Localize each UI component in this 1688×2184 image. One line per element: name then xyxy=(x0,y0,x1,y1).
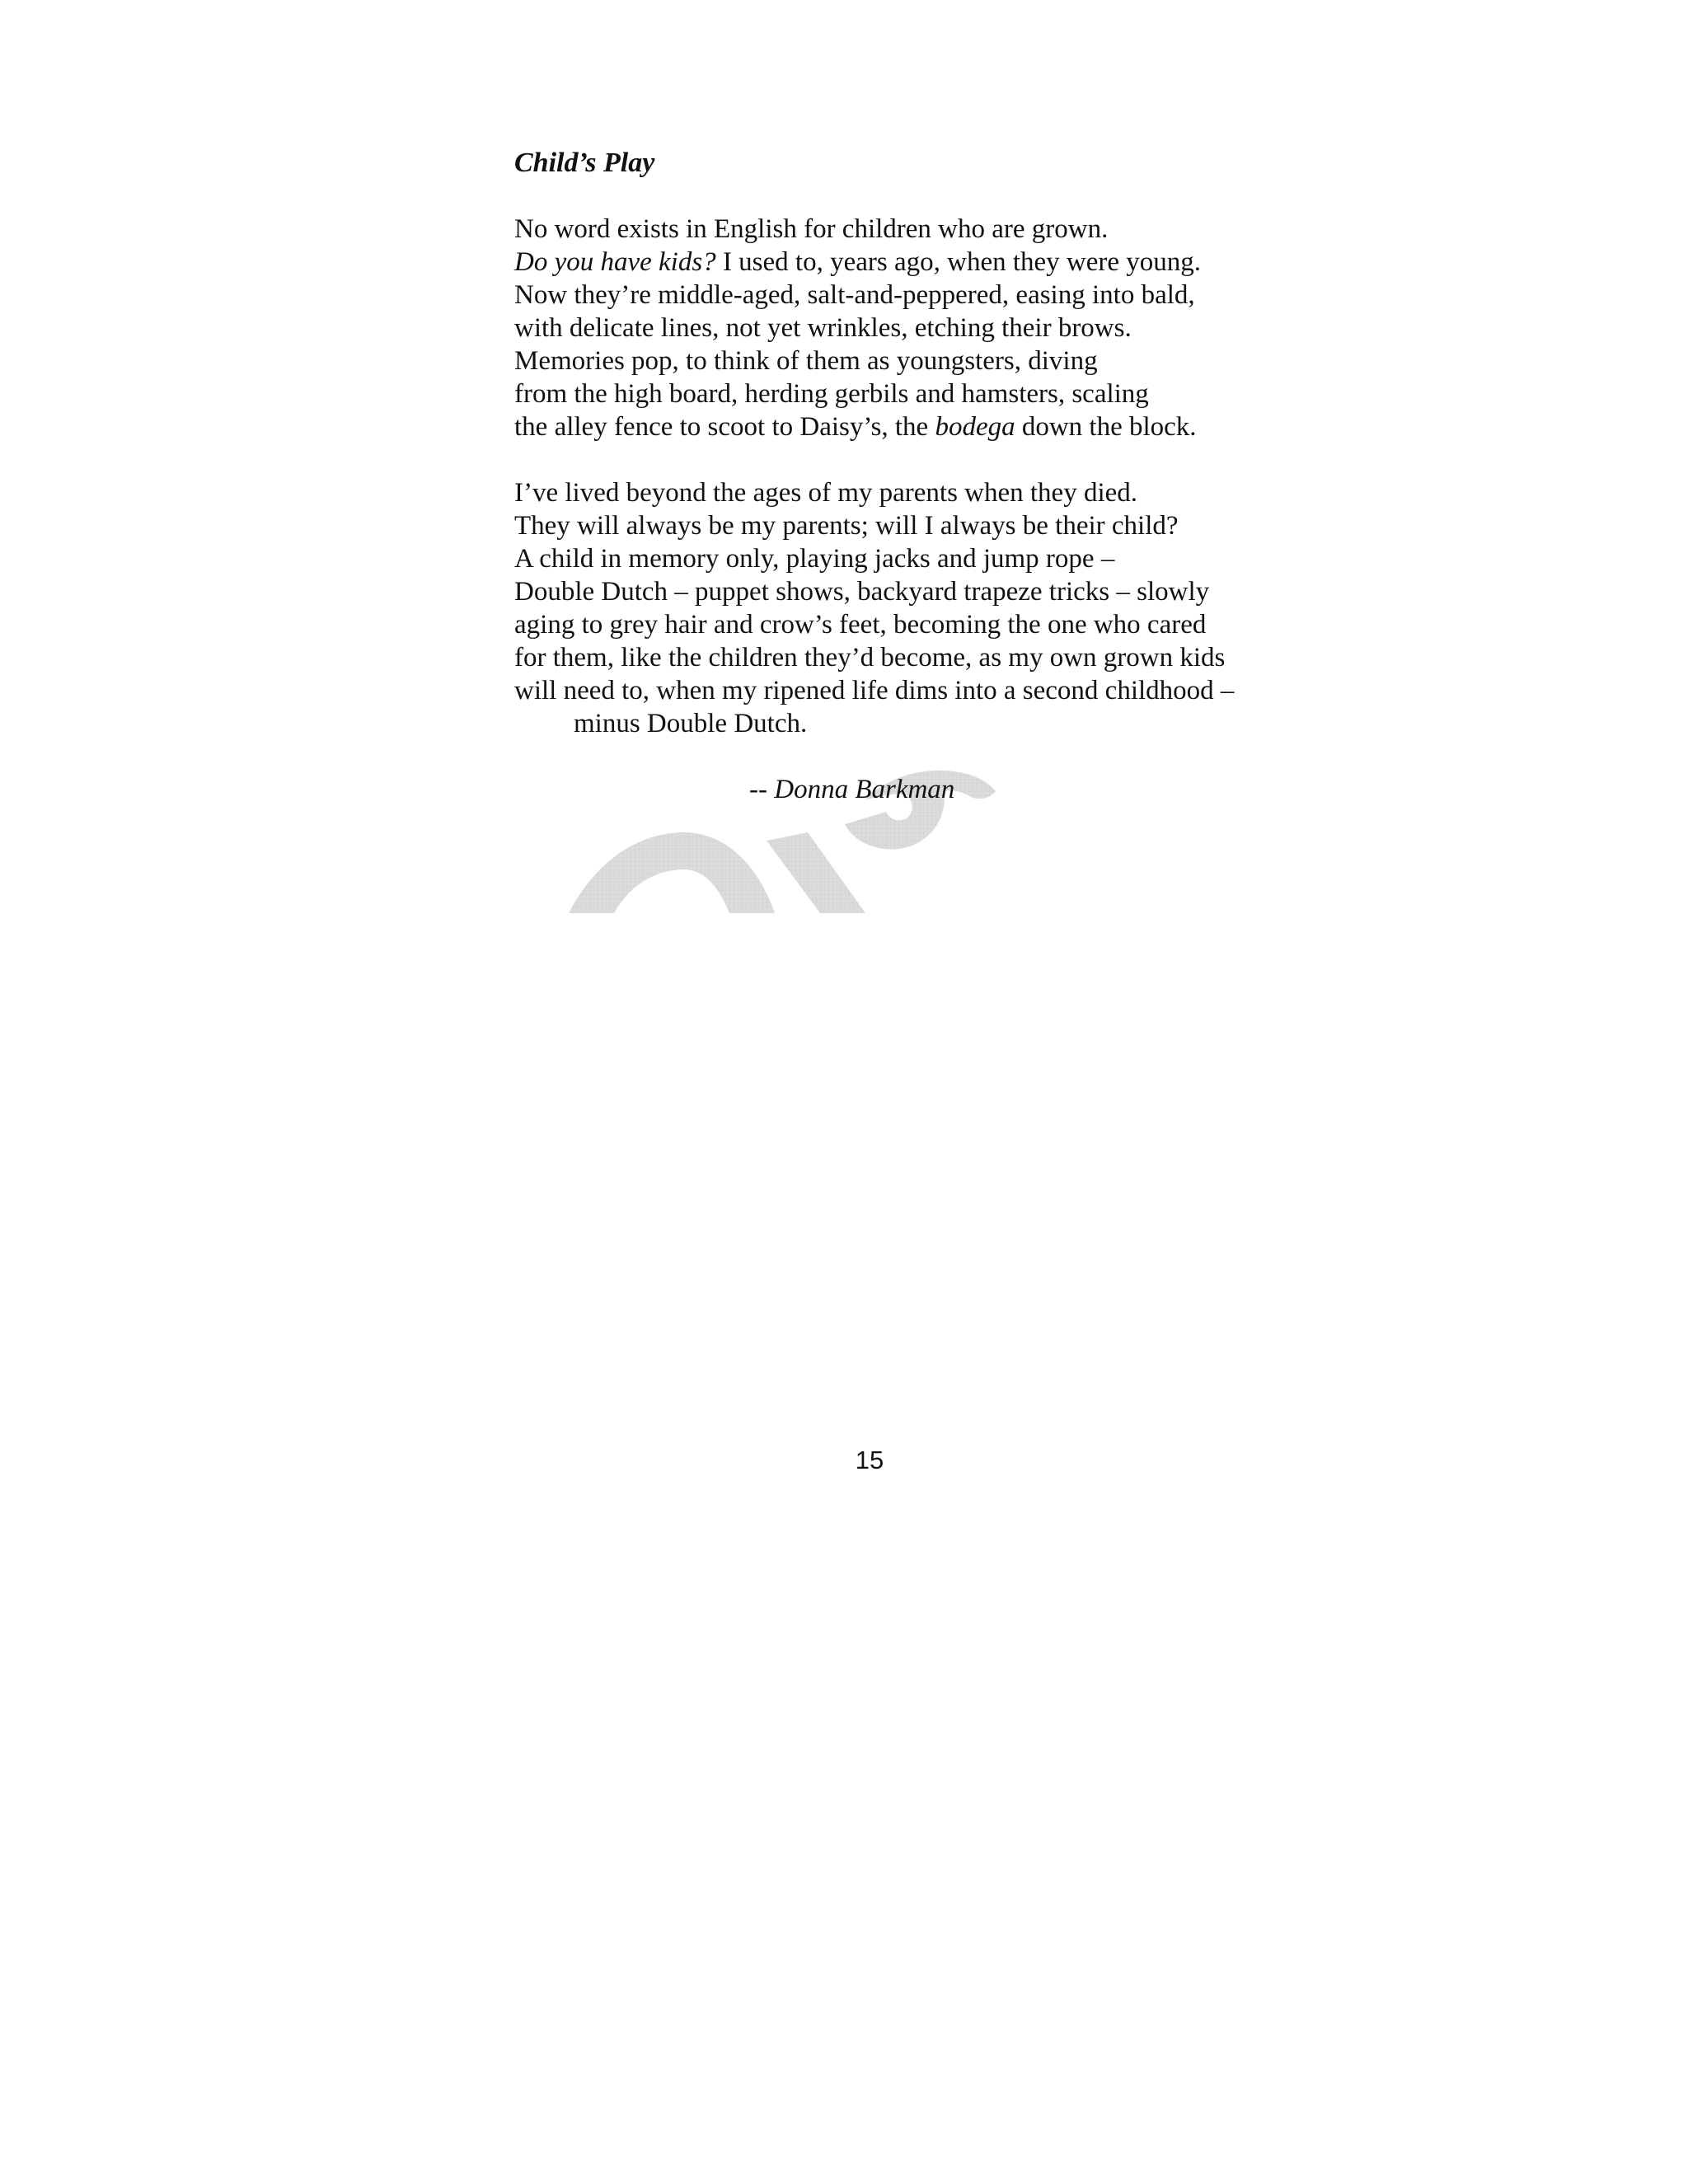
italic-question: Do you have kids? xyxy=(514,247,716,277)
poem-line: They will always be my parents; will I always be their child? xyxy=(514,511,1179,541)
poem-line: aging to grey hair and crow’s feet, becoming the one who cared xyxy=(514,610,1207,640)
poem-signature xyxy=(514,773,1339,806)
poem-line: I’ve lived beyond the ages of my parents when they died. xyxy=(514,478,1138,508)
poem-line: will need to, when my ripened life dims into a second childhood – xyxy=(514,676,1235,705)
stanza-2 xyxy=(514,476,1339,740)
line-text: down the block. xyxy=(1015,412,1197,442)
poem-line: from the high board, herding gerbils and hamsters, scaling xyxy=(514,379,1149,409)
line-text: the alley fence to scoot to Daisy’s, the xyxy=(514,412,935,442)
poem-line-indented: minus Double Dutch. xyxy=(574,709,808,738)
poem-line: Double Dutch – puppet shows, backyard trapeze tricks – slowly xyxy=(514,577,1210,607)
poem-line: Memories pop, to think of them as youngsters, diving xyxy=(514,346,1098,376)
poem-line: A child in memory only, playing jacks and jump rope – xyxy=(514,544,1115,574)
signature-dashes: -- xyxy=(749,775,775,804)
poem-line xyxy=(514,410,1339,443)
poem-line: with delicate lines, not yet wrinkles, etching their brows. xyxy=(514,313,1132,343)
stanza-1 xyxy=(514,213,1339,443)
author-name: Donna Barkman xyxy=(774,775,955,804)
poem-line: for them, like the children they’d become, as my own grown kids xyxy=(514,643,1226,673)
poem-line: No word exists in English for children who are grown. xyxy=(514,214,1109,244)
poem xyxy=(514,147,1339,806)
poem-line xyxy=(514,246,1339,279)
italic-word: bodega xyxy=(935,412,1015,442)
line-text: I used to, years ago, when they were young. xyxy=(715,247,1202,277)
poem-line: Now they’re middle-aged, salt-and-peppered, easing into bald, xyxy=(514,280,1195,310)
poem-title: Child’s Play xyxy=(514,148,655,178)
page-number: 15 xyxy=(855,1446,884,1474)
